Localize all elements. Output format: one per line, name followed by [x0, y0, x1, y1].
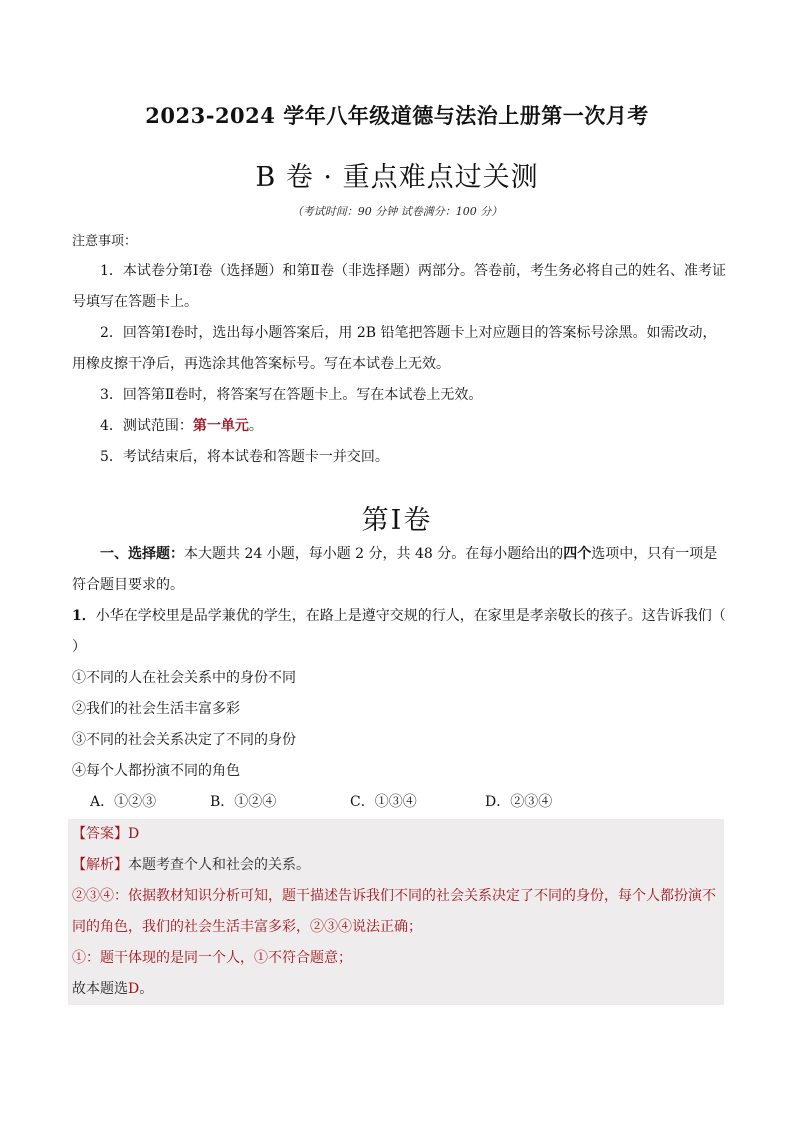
- notice-item: 2．回答第Ⅰ卷时，选出每小题答案后，用 2B 铅笔把答题卡上对应题目的答案标号涂黑。如需改动，用橡皮擦干净后，再选涂其他答案标号。写在本试卷上无效。: [72, 325, 717, 372]
- test-scope: 第一单元: [192, 418, 249, 434]
- notice-item-suffix: 。: [248, 418, 263, 434]
- analysis-line: [72, 850, 720, 881]
- question-number: 1．: [72, 608, 96, 624]
- instr-text: 本大题共 24 小题，每小题 2 分，共 48 分。在每小题给出的: [184, 546, 564, 562]
- notice-item: 1．本试卷分第Ⅰ卷（选择题）和第Ⅱ卷（非选择题）两部分。答卷前，考生务必将自己的姓名、准考证号填写在答题卡上。: [72, 263, 726, 310]
- choice-a: A．①②③: [90, 794, 157, 810]
- notice-item-prefix: 4．测试范围：: [100, 418, 193, 434]
- choice-d: D．②③④: [485, 794, 553, 810]
- answer-label: 【答案】: [72, 826, 128, 842]
- analysis-detail-1: ②③④：依据教材知识分析可知，题干描述告诉我们不同的社会关系决定了不同的身份，每个人都扮演不同的角色，我们的社会生活丰富多彩，②③④说法正确；: [72, 888, 716, 935]
- conclusion-end: 。: [139, 981, 154, 997]
- answer-line: [72, 819, 720, 850]
- statement-2: ②我们的社会生活丰富多彩: [72, 701, 240, 717]
- conclusion-line: [72, 974, 720, 1005]
- notice-item: [72, 411, 726, 442]
- instr-heading: 一、选择题：: [100, 546, 184, 562]
- notice-item: 3．回答第Ⅱ卷时，将答案写在答题卡上。写在本试卷上无效。: [100, 387, 483, 403]
- answer-analysis-box: [68, 819, 724, 1005]
- instr-text: 选项中，只有一项是符合题目要求的。: [72, 546, 718, 593]
- choice-c: C．①③④: [350, 794, 417, 810]
- answer-choices: [72, 787, 726, 818]
- statement-4: ④每个人都扮演不同的角色: [72, 763, 240, 779]
- notice-list: [72, 256, 726, 473]
- conclusion-value: D: [128, 981, 140, 997]
- conclusion-text: 故本题选: [72, 981, 128, 997]
- question-stem: [72, 601, 726, 663]
- analysis-label: 【解析】: [72, 857, 128, 873]
- section-instructions: [72, 539, 726, 601]
- page-title: 2023-2024 学年八年级道德与法治上册第一次月考: [145, 103, 649, 128]
- page-subtitle: B 卷 · 重点难点过关测: [255, 162, 539, 193]
- answer-value: D: [128, 826, 140, 842]
- analysis-text: 本题考查个人和社会的关系。: [128, 857, 310, 873]
- notice-heading: 注意事项：: [72, 234, 138, 249]
- section-title: 第Ⅰ卷: [361, 505, 433, 536]
- exam-info: （考试时间：90 分钟 试卷满分：100 分）: [291, 205, 503, 218]
- statement-1: ①不同的人在社会关系中的身份不同: [72, 670, 296, 686]
- choice-b: B．①②④: [210, 794, 277, 810]
- notice-item: 5．考试结束后，将本试卷和答题卡一并交回。: [100, 449, 389, 465]
- question-stem-text: 小华在学校里是品学兼优的学生，在路上是遵守交规的行人，在家里是孝亲敬长的孩子。这告诉我们（ ）: [72, 608, 726, 655]
- instr-emphasis: 四个: [563, 546, 592, 562]
- question-1: [72, 601, 726, 787]
- statement-3: ③不同的社会关系决定了不同的身份: [72, 732, 296, 748]
- analysis-detail-2: ①：题干体现的是同一个人，①不符合题意；: [72, 950, 352, 966]
